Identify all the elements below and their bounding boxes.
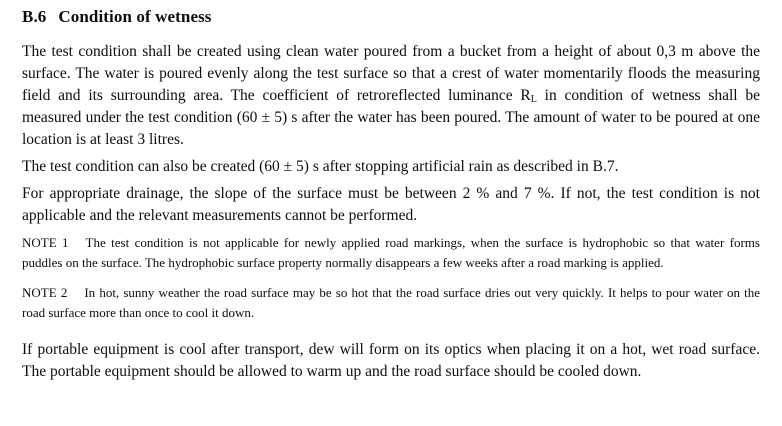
- paragraph-test-condition: [22, 41, 760, 151]
- note-1: [22, 233, 760, 273]
- paragraph-artificial-rain: The test condition can also be created (60 ± 5) s after stopping artificial rain as described in B.7.: [22, 158, 619, 175]
- note-1-text: The test condition is not applicable for newly applied road markings, when the surface is hydrophobic so that water forms puddles on the surface. The hydrophobic surface property normally disappears a few weeks after a road marking is applied.: [22, 235, 760, 270]
- paragraph-drainage: For appropriate drainage, the slope of the surface must be between 2 % and 7 %. If not, the test condition is not applicable and the relevant measurements cannot be performed.: [22, 185, 760, 224]
- note-2: [22, 283, 760, 323]
- paragraph-portable-equipment: If portable equipment is cool after transport, dew will form on its optics when placing it on a hot, wet road surface. The portable equipment should be allowed to warm up and the road surface should be cooled down.: [22, 341, 760, 380]
- rl-subscript: L: [530, 94, 537, 105]
- paragraph-test-condition-part1: The test condition shall be created using clean water poured from a bucket from a height of about 0,3 m above the surface. The water is poured evenly along the test surface so that a crest of water momentarily floods the measuring field and its surrounding area. The coefficient of retroreflected luminance R: [22, 43, 760, 104]
- note-2-label: NOTE 2: [22, 285, 68, 300]
- paragraph-test-condition-part2: in condition of wetness shall be measured under the test condition (60 ± 5) s after the water has been poured. The amount of water to be poured at one location is at least 3 litres.: [22, 87, 760, 148]
- section-title: Condition of wetness: [58, 7, 212, 26]
- note-1-label: NOTE 1: [22, 235, 69, 250]
- note-2-text: In hot, sunny weather the road surface may be so hot that the road surface dries out very quickly. It helps to pour water on the road surface more than once to cool it down.: [22, 285, 760, 320]
- section-heading: [22, 6, 760, 28]
- section-number: B.6: [22, 7, 47, 26]
